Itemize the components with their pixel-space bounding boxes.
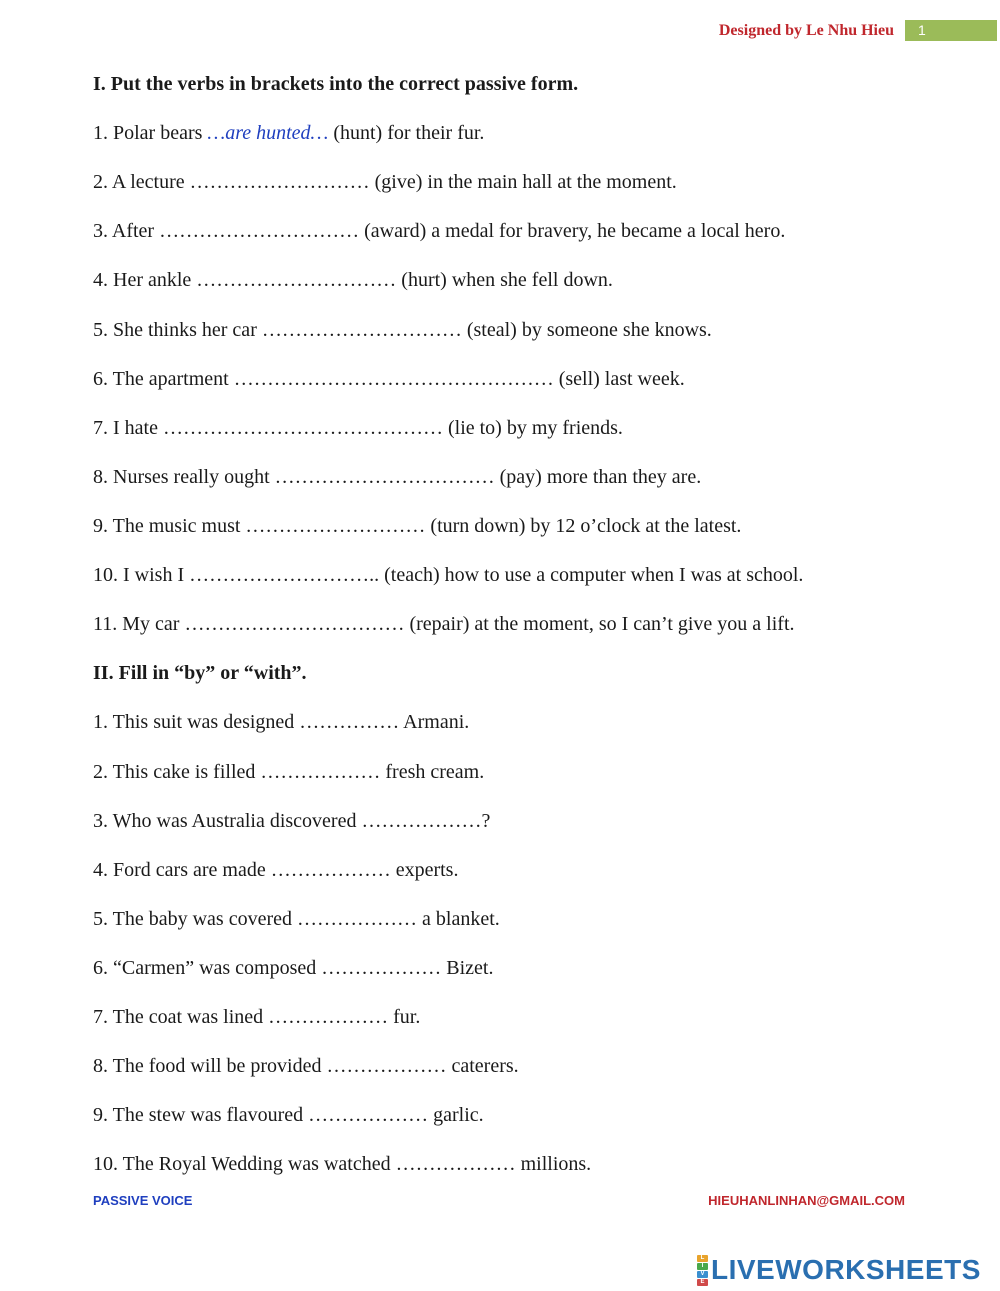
exercise-2-item-7[interactable]: 7. The coat was lined ……………… fur. [93,1006,421,1028]
exercise-2-item-3[interactable]: 3. Who was Australia discovered ………………? [93,810,491,832]
designer-credit: Designed by Le Nhu Hieu [718,22,894,39]
exercise-1-item-9[interactable]: 9. The music must ……………………… (turn down) by 12 o’clock at the latest. [93,515,742,537]
liveworksheets-logo-text: LIVEWORKSHEETS [711,1254,981,1285]
exercise-2-item-1[interactable]: 1. This suit was designed …………… Armani. [93,711,470,733]
exercise-2-item-10[interactable]: 10. The Royal Wedding was watched ……………… millions. [93,1153,592,1175]
logo-letter-v: V [697,1271,708,1278]
section-1-heading: I. Put the verbs in brackets into the correct passive form. [93,73,579,95]
footer-email: HIEUHANLINHAN@GMAIL.COM [708,1193,905,1208]
exercise-1-item-2[interactable]: 2. A lecture ……………………… (give) in the main hall at the moment. [93,171,677,193]
page-number-badge: 1 [905,20,997,41]
exercise-1-item-11[interactable]: 11. My car …………………………… (repair) at the moment, so I can’t give you a lift. [93,613,795,635]
exercise-2-item-6[interactable]: 6. “Carmen” was composed ……………… Bizet. [93,957,494,979]
exercise-2-item-5[interactable]: 5. The baby was covered ……………… a blanket. [93,908,500,930]
exercise-1-item-3[interactable]: 3. After ………………………… (award) a medal for bravery, he became a local hero. [93,220,786,242]
exercise-2-item-9[interactable]: 9. The stew was flavoured ……………… garlic. [93,1104,484,1126]
exercise-2-item-4[interactable]: 4. Ford cars are made ……………… experts. [93,859,459,881]
exercise-1-item-10[interactable]: 10. I wish I ……………………….. (teach) how to use a computer when I was at school. [93,564,804,586]
footer-topic: PASSIVE VOICE [93,1193,193,1208]
exercise-1-item-5[interactable]: 5. She thinks her car ………………………… (steal) by someone she knows. [93,319,712,341]
exercise-1-item-7[interactable]: 7. I hate …………………………………… (lie to) by my friends. [93,417,623,439]
exercise-1-item-8[interactable]: 8. Nurses really ought …………………………… (pay) more than they are. [93,466,702,488]
exercise-2-item-8[interactable]: 8. The food will be provided ……………… caterers. [93,1055,519,1077]
item-suffix: (hunt) for their fur. [328,122,485,144]
logo-letter-e: E [697,1279,708,1286]
item-prefix: 1. Polar bears [93,122,208,144]
logo-letter-i: I [697,1263,708,1270]
exercise-1-item-4[interactable]: 4. Her ankle ………………………… (hurt) when she fell down. [93,269,613,291]
liveworksheets-logo[interactable] [697,1253,981,1287]
exercise-1-item-1 [93,120,484,146]
liveworksheets-logo-icon [697,1255,708,1286]
exercise-1-item-6[interactable]: 6. The apartment ………………………………………… (sell) last week. [93,368,685,390]
example-answer: …are hunted… [207,122,329,144]
exercise-2-item-2[interactable]: 2. This cake is filled ……………… fresh cream. [93,761,485,783]
logo-letter-l: L [697,1255,708,1262]
section-2-heading: II. Fill in “by” or “with”. [93,662,307,684]
